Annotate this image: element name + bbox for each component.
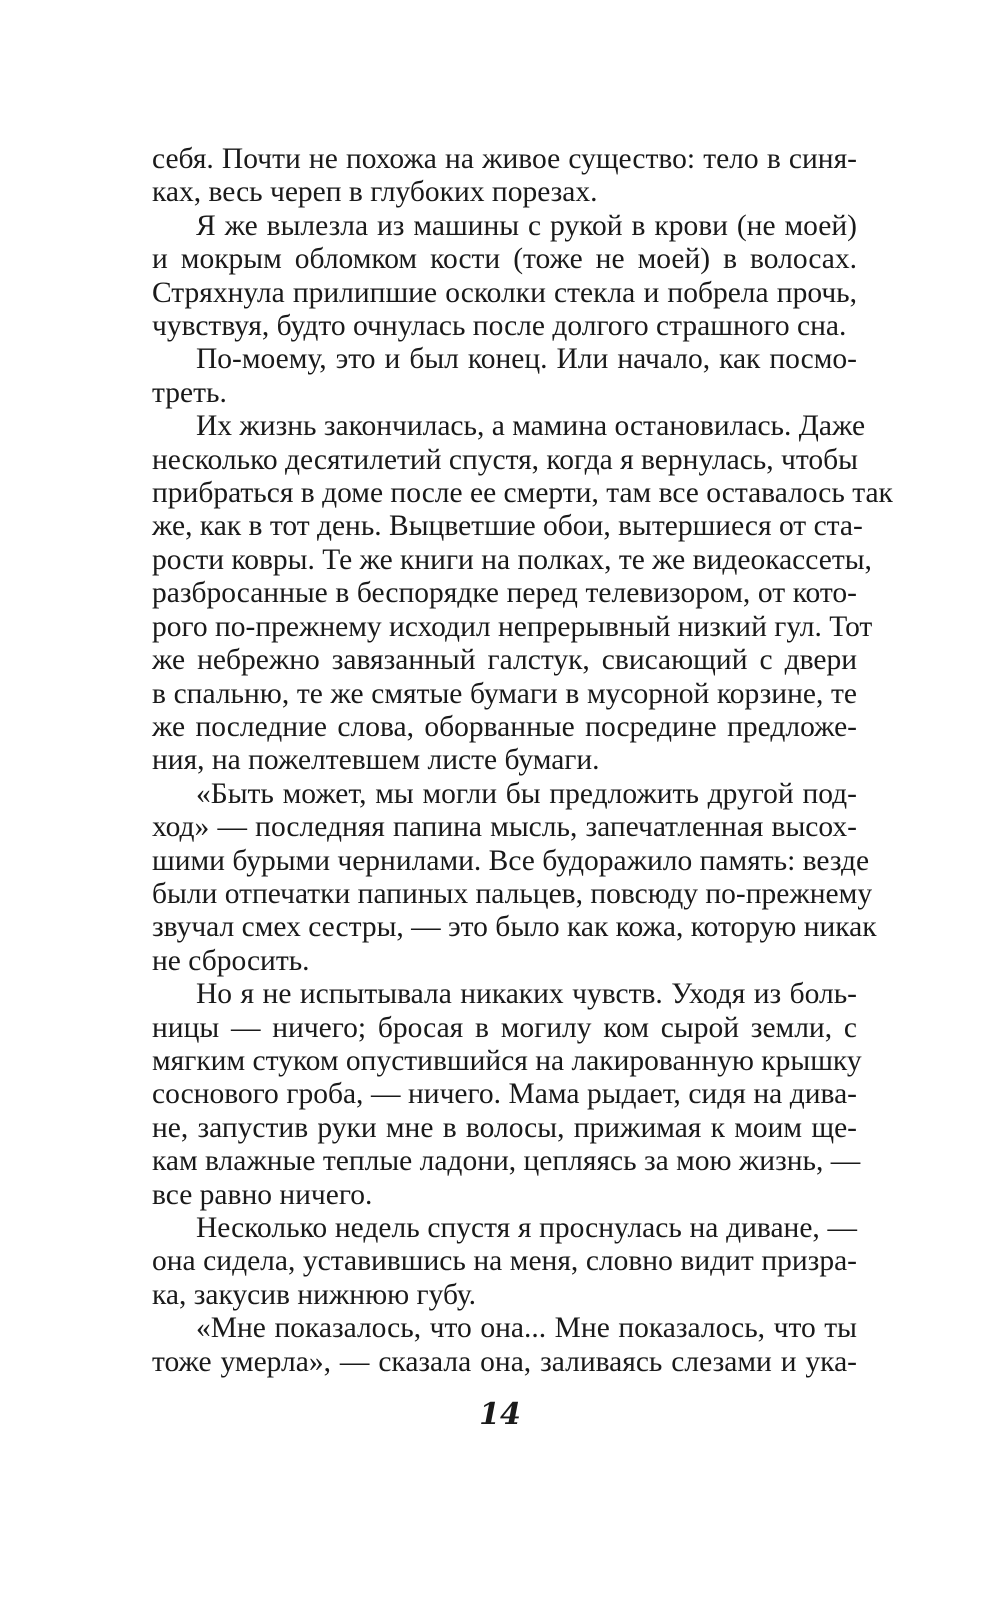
paragraph-7 — [152, 1212, 857, 1312]
text-line: «Мне показалось, что она... Мне показалось, что ты — [196, 1312, 857, 1345]
paragraph-3 — [152, 343, 857, 410]
text-line: ках, весь череп в глубоких порезах. — [152, 176, 598, 209]
text-line: Но я не испытывала никаких чувств. Уходя из боль- — [196, 978, 857, 1011]
paragraph-1 — [152, 143, 857, 210]
paragraph-2 — [152, 210, 857, 344]
text-line: же, как в тот день. Выцветшие обои, вытершиеся от ста- — [152, 510, 863, 543]
text-line: ка, закусив нижнюю губу. — [152, 1278, 477, 1311]
text-line: кам влажные теплые ладони, цепляясь за мою жизнь, — — [152, 1145, 861, 1178]
text-line: звучал смех сестры, — это было как кожа, которую никак — [152, 911, 877, 944]
text-line: несколько десятилетий спустя, когда я вернулась, чтобы — [152, 443, 858, 476]
text-line: же последние слова, оборванные посредине предложе- — [152, 710, 857, 743]
paragraph-6 — [152, 978, 862, 1212]
text-line: же небрежно завязанный галстук, свисающий с двери — [152, 644, 857, 677]
text-line: в спальню, те же смятые бумаги в мусорной корзине, те — [152, 677, 857, 710]
text-line: прибраться в доме после ее смерти, там все оставалось так — [152, 477, 893, 510]
text-line: Стряхнула прилипшие осколки стекла и побрела прочь, — [152, 276, 857, 309]
text-line: не, запустив руки мне в волосы, прижимая к моим ще- — [152, 1111, 857, 1144]
page-number: 14 — [479, 1397, 521, 1432]
paragraph-8 — [152, 1312, 857, 1379]
text-line: все равно ничего. — [152, 1178, 373, 1211]
text-line: соснового гроба, — ничего. Мама рыдает, сидя на дива- — [152, 1078, 857, 1111]
page-body — [152, 143, 893, 1379]
text-line: разбросанные в беспорядке перед телевизором, от кото- — [152, 577, 857, 610]
text-line: По-моему, это и был конец. Или начало, как посмо- — [196, 343, 857, 376]
text-line: были отпечатки папиных пальцев, повсюду по-прежнему — [152, 877, 873, 910]
text-line: «Быть может, мы могли бы предложить другой под- — [196, 777, 857, 810]
text-line: треть. — [152, 376, 227, 409]
text-line: себя. Почти не похожа на живое существо: тело в синя- — [152, 143, 857, 175]
text-line: Несколько недель спустя я проснулась на диване, — — [196, 1212, 857, 1244]
text-line: Их жизнь закончилась, а мамина остановилась. Даже — [196, 410, 866, 443]
text-line: чувствуя, будто очнулась после долгого страшного сна. — [152, 310, 847, 343]
text-line: она сидела, уставившись на меня, словно видит призра- — [152, 1245, 857, 1278]
text-line: Я же вылезла из машины с рукой в крови (не моей) — [196, 209, 857, 242]
text-line: и мокрым обломком кости (тоже не моей) в волосах. — [152, 243, 857, 276]
text-line: рого по-прежнему исходил непрерывный низкий гул. Тот — [152, 610, 873, 643]
text-line: ницы — ничего; бросая в могилу ком сырой земли, с — [152, 1011, 857, 1044]
text-line: не сбросить. — [152, 944, 310, 977]
text-line: тоже умерла», — сказала она, заливаясь слезами и ука- — [152, 1345, 857, 1378]
text-line: мягким стуком опустившийся на лакированную крышку — [152, 1044, 862, 1077]
text-line: ния, на пожелтевшем листе бумаги. — [152, 744, 600, 777]
text-line: шими бурыми чернилами. Все будоражило память: везде — [152, 844, 870, 877]
paragraph-4 — [152, 410, 893, 777]
text-line: рости ковры. Те же книги на полках, те же видеокассеты, — [152, 543, 872, 576]
text-line: ход» — последняя папина мысль, запечатленная высох- — [152, 811, 857, 844]
paragraph-5 — [152, 777, 877, 978]
